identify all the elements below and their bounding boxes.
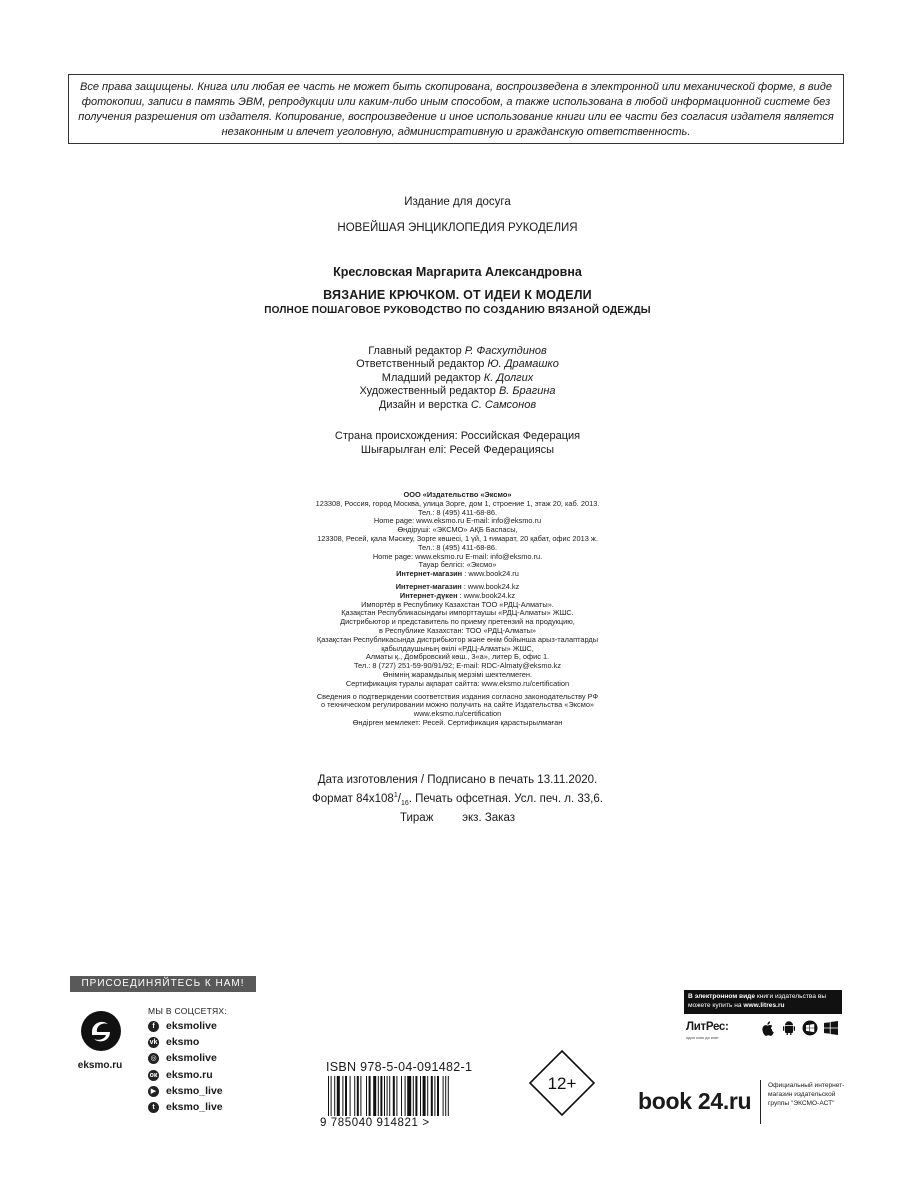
litres-tagline: один клик до книг [686, 1035, 719, 1040]
publisher-line: Сведения о подтверждении соответствия издания согласно законодательству РФ [316, 691, 599, 701]
shop-ru: Интернет-магазин : www.book24.ru [396, 569, 519, 579]
shop-duken: Интернет-дүкен : www.book24.kz [399, 590, 516, 600]
print-date: Дата изготовления / Подписано в печать 13.11.2020. [317, 774, 598, 786]
print-format: Формат $84x108^1/_{16}$. Печать офсетная. Усл. печ. л. 33,6. [312, 792, 603, 808]
android-icon[interactable] [781, 1020, 797, 1036]
country-ru: Страна происхождения: Российская Федерация [334, 430, 581, 442]
divider [760, 1080, 761, 1124]
social-link[interactable]: vk eksmo [149, 1036, 200, 1048]
publisher-line: Тауар белгісі: «Эксмо» [418, 560, 497, 570]
publisher-line: Қазақстан Республикасындағы импорттаушы «РДЦ-Алматы» ЖШС. [341, 608, 574, 618]
join-banner: ПРИСОЕДИНЯЙТЕСЬ К НАМ! [70, 976, 256, 992]
social-link[interactable]: f eksmolive [148, 1019, 217, 1033]
publisher-line: Импортёр в Республику Казахстан ТОО «РДЦ-Алматы». [361, 599, 554, 609]
social-link[interactable]: ◎ eksmolive [148, 1051, 217, 1065]
book24-logo[interactable]: book 24.ru [638, 1088, 752, 1114]
publisher-line: Home page: www.eksmo.ru E-mail: info@eksmo.ru [373, 516, 542, 526]
print-info [0, 773, 915, 826]
age-rating: 12+ [547, 1074, 577, 1093]
odnoklassniki-icon: ок [149, 1071, 158, 1079]
windows-phone-icon[interactable] [802, 1020, 818, 1036]
shop-kz: Интернет-магазин : www.book24.kz [395, 581, 520, 591]
publisher-line: 123308, Россия, город Москва, улица Зорге, дом 1, строение 1, этаж 20, каб. 2013. [315, 498, 600, 508]
vk-icon: vk [149, 1038, 158, 1046]
publisher-line: Дистрибьютор и представитель по приему претензий на продукцию, [340, 617, 575, 627]
publisher-name: ООО «Издательство «Эксмо» [403, 490, 512, 499]
age-rating-badge [527, 1048, 597, 1118]
isbn: ISBN 978-5-04-091482-1 [326, 1060, 473, 1074]
barcode [318, 1076, 478, 1128]
publisher-line: о техническом регулировании можно получить на сайте Издательства «Эксмо» [320, 700, 595, 710]
publisher-info [0, 491, 915, 728]
edition-type: Издание для досуга [404, 196, 511, 208]
litres-banner[interactable]: В электронном виде книги издательства вы можете купить на www.litres.ru [684, 990, 842, 1014]
social-link[interactable]: ок eksmo.ru [149, 1069, 213, 1081]
book24-description: Официальный интернет-магазин издательской группы "ЭКСМО-АСТ" [768, 1082, 845, 1107]
publisher-line: Тел.: 8 (727) 251-59-90/91/92; E-mail: RDC-Almaty@eksmo.kz [353, 661, 562, 671]
staff-line: Ответственный редактор Ю. Драмашко [356, 358, 559, 370]
eksmo-site[interactable]: eksmo.ru [77, 1060, 123, 1071]
book-subtitle: ПОЛНОЕ ПОШАГОВОЕ РУКОВОДСТВО ПО СОЗДАНИЮ ВЯЗАНОЙ ОДЕЖДЫ [264, 305, 651, 316]
publisher-line: Қазақстан Республикасында дистрибьютор және өнім бойынша арыз-талаптарды [316, 634, 599, 644]
country-kz: Шығарылған елі: Ресей Федерациясы [360, 444, 555, 456]
twitter-icon: t [148, 1102, 159, 1113]
author: Кресловская Маргарита Александровна [333, 265, 582, 279]
publisher-line: Өндіруші: «ЭКСМО» АҚБ Баспасы, [397, 525, 518, 535]
publisher-line: в Республике Казахстан: ТОО «РДЦ-Алматы» [378, 625, 537, 635]
book-title: ВЯЗАНИЕ КРЮЧКОМ. ОТ ИДЕИ К МОДЕЛИ [323, 288, 592, 302]
instagram-icon: ◎ [148, 1053, 159, 1064]
publisher-line: Тел.: 8 (495) 411-68-86. [417, 542, 498, 552]
staff-line: Художественный редактор В. Брагина [359, 385, 556, 397]
social-heading: МЫ В СОЦСЕТЯХ: [148, 1006, 228, 1016]
windows-icon[interactable] [823, 1020, 839, 1036]
apple-icon[interactable] [760, 1020, 776, 1036]
social-link[interactable]: t eksmo_live [148, 1100, 223, 1114]
rights-notice: Все права защищены. Книга или любая ее часть не может быть скопирована, воспроизведена в электронной или механической форме, в виде фотокопии, записи в память ЭВМ, репродукции или каким-либо иным способом, а также использована в любой информационной системе без получения разрешения от издателя. Копирование, воспроизведение и иное использование книги или ее части без согласия издателя является незаконным и влечет уголовную, административную и гражданскую ответственность. [68, 74, 844, 144]
publisher-line: www.eksmo.ru/certification [413, 709, 502, 719]
publisher-line: қабылдаушының өкілі «РДЦ-Алматы» ЖШС, [381, 643, 534, 653]
litres-logo[interactable]: ЛитРес: [686, 1021, 729, 1033]
eksmo-logo [80, 1010, 122, 1052]
staff-line: Главный редактор Р. Фасхутдинов [368, 345, 547, 357]
publisher-line: 123308, Ресей, қала Мәскеу, Зорге көшесі, 1 үй, 1 ғимарат, 20 қабат, офис 2013 ж. [317, 533, 598, 543]
publisher-line: Тел.: 8 (495) 411-68-86. [417, 507, 498, 517]
publisher-line: Өндірген мемлекет: Ресей. Сертификация қарастырылмаған [352, 717, 563, 727]
staff-line: Дизайн и верстка С. Самсонов [378, 399, 537, 411]
social-link[interactable]: ▶ eksmo_live [148, 1084, 223, 1098]
facebook-icon: f [148, 1021, 159, 1032]
youtube-icon: ▶ [148, 1086, 159, 1097]
publisher-line: Алматы қ., Домбровский көш., 3«а», литер Б, офис 1. [365, 652, 550, 662]
publisher-line: Сертификация туралы ақпарат сайтта: www.eksmo.ru/certification [345, 678, 570, 688]
barcode-digits: 9 785040 914821 > [320, 1117, 430, 1128]
publisher-line: Өнімнің жарамдылық мерзімі шектелмеген. [382, 669, 533, 679]
staff-line: Младший редактор К. Долгих [381, 372, 534, 384]
publisher-line: Home page: www.eksmo.ru E-mail: info@eksmo.ru. [372, 551, 543, 561]
print-circulation: Тираж экз. Заказ [399, 812, 516, 825]
series-title: НОВЕЙШАЯ ЭНЦИКЛОПЕДИЯ РУКОДЕЛИЯ [337, 222, 578, 234]
